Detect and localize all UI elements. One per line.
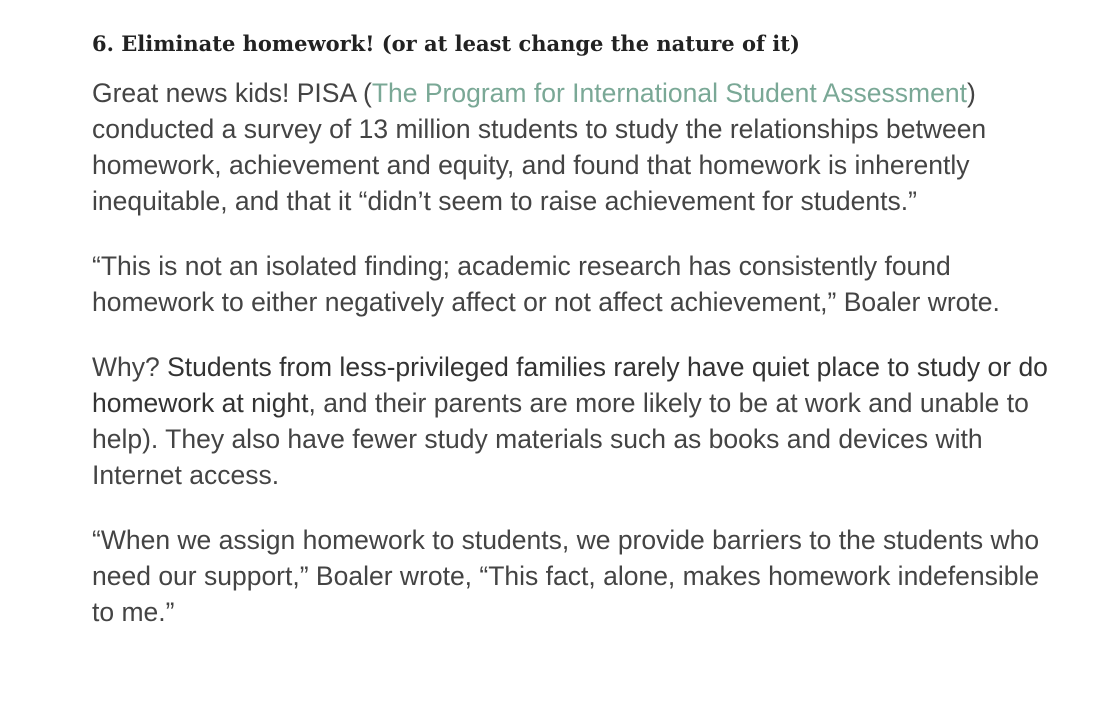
paragraph-barriers-quote: “When we assign homework to students, we provide barriers to the students who need our support,” Boaler wrote, “This fact, alone, makes homework indefensible to me.” xyxy=(92,525,1040,628)
pisa-link[interactable]: The Program for International Student Assessment xyxy=(371,78,967,109)
paragraph-why xyxy=(92,349,1052,493)
paragraph-why-intro: Why? xyxy=(92,352,168,383)
paragraph-pisa-rest: ) conducted a survey of 13 million students to study the relationships between homework, achievement and equity, and found that homework is inherently inequitable, and that it “didn’t seem to raise achievement for students.” xyxy=(92,78,987,217)
paragraph-pisa xyxy=(92,75,1052,219)
paragraph-boaler-quote: “This is not an isolated finding; academic research has consistently found homework to either negatively affect or not affect achievement,” Boaler wrote. xyxy=(92,251,1000,318)
paragraph-pisa-intro: Great news kids! PISA ( xyxy=(92,78,372,109)
article-body xyxy=(92,30,1052,659)
section-heading: 6. Eliminate homework! (or at least change the nature of it) xyxy=(92,31,800,56)
paragraph-why-emphasis: Students from less-privileged families rarely have quiet place to study or do homework at night xyxy=(92,352,1048,419)
paragraph-why-rest: , and their parents are more likely to be at work and unable to help). They also have fewer study materials such as books and devices with Internet access. xyxy=(92,388,1029,491)
